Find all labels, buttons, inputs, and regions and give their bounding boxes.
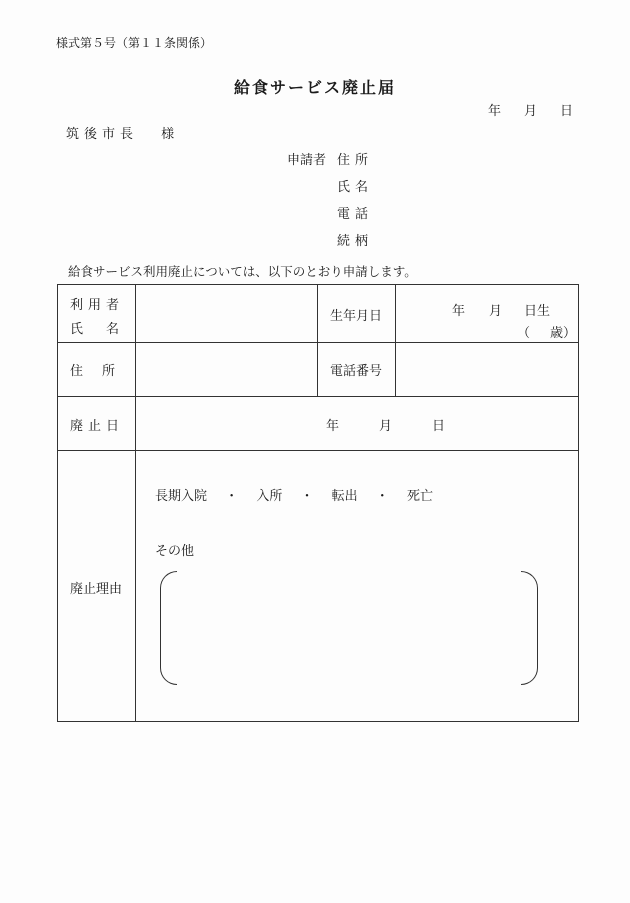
- user-label: 利用者: [70, 298, 125, 313]
- reason-long-term-hospitalization[interactable]: 長期入院: [155, 489, 208, 504]
- submission-date-month: 月: [524, 104, 538, 119]
- age-unit: 歳）: [550, 326, 577, 341]
- addressee: [66, 123, 179, 142]
- abolition-day-unit: 日: [432, 419, 446, 434]
- left-bracket: [160, 571, 177, 685]
- birth-year-unit: 年: [452, 304, 466, 319]
- row-divider: [58, 450, 578, 451]
- user-name-label: 氏 名: [70, 322, 125, 337]
- abolition-date-label: 廃止日: [70, 419, 125, 434]
- addressee-honorific: 様: [161, 127, 180, 142]
- form-number: 様式第５号（第１１条関係）: [56, 36, 213, 50]
- birth-day-unit: 日生: [524, 304, 551, 319]
- reason-other-label[interactable]: その他: [155, 544, 195, 559]
- reason-options: [155, 485, 433, 504]
- applicant-name-label: 氏名: [337, 180, 374, 195]
- birthdate-label: 生年月日: [330, 309, 383, 324]
- column-divider: [395, 285, 396, 396]
- reason-death[interactable]: 死亡: [406, 489, 433, 504]
- form-title: 給食サービス廃止届: [233, 78, 396, 97]
- applicant-address-label: 住所: [337, 153, 374, 168]
- reason-separator: ・: [300, 489, 314, 504]
- reason-facility-admission[interactable]: 入所: [256, 489, 283, 504]
- right-bracket: [521, 571, 538, 685]
- column-divider: [317, 285, 318, 396]
- phone-number-label: 電話番号: [330, 364, 383, 379]
- abolition-month-unit: 月: [379, 419, 393, 434]
- reason-label: 廃止理由: [70, 582, 123, 597]
- reason-other-field[interactable]: [180, 575, 515, 679]
- reason-separator: ・: [375, 489, 389, 504]
- column-divider: [135, 285, 136, 722]
- applicant-label: 申請者: [287, 153, 327, 168]
- submission-date-year: 年: [488, 104, 502, 119]
- row-divider: [58, 396, 578, 397]
- birth-month-unit: 月: [489, 304, 503, 319]
- reason-separator: ・: [225, 489, 239, 504]
- intro-text: 給食サービス利用廃止については、以下のとおり申請します。: [68, 264, 417, 279]
- abolition-year-unit: 年: [326, 419, 340, 434]
- submission-date-day: 日: [560, 104, 574, 119]
- age-open-paren: （: [517, 326, 531, 341]
- user-name-field[interactable]: [148, 289, 308, 339]
- row-divider: [58, 342, 578, 343]
- applicant-relationship-label: 続柄: [337, 234, 374, 249]
- phone-number-field[interactable]: [403, 347, 568, 391]
- application-table: [57, 284, 579, 722]
- address-field[interactable]: [148, 347, 308, 391]
- addressee-name: 筑後市長: [66, 127, 139, 142]
- address-label: 住 所: [70, 364, 119, 379]
- reason-relocation[interactable]: 転出: [331, 489, 358, 504]
- applicant-phone-label: 電話: [337, 207, 374, 222]
